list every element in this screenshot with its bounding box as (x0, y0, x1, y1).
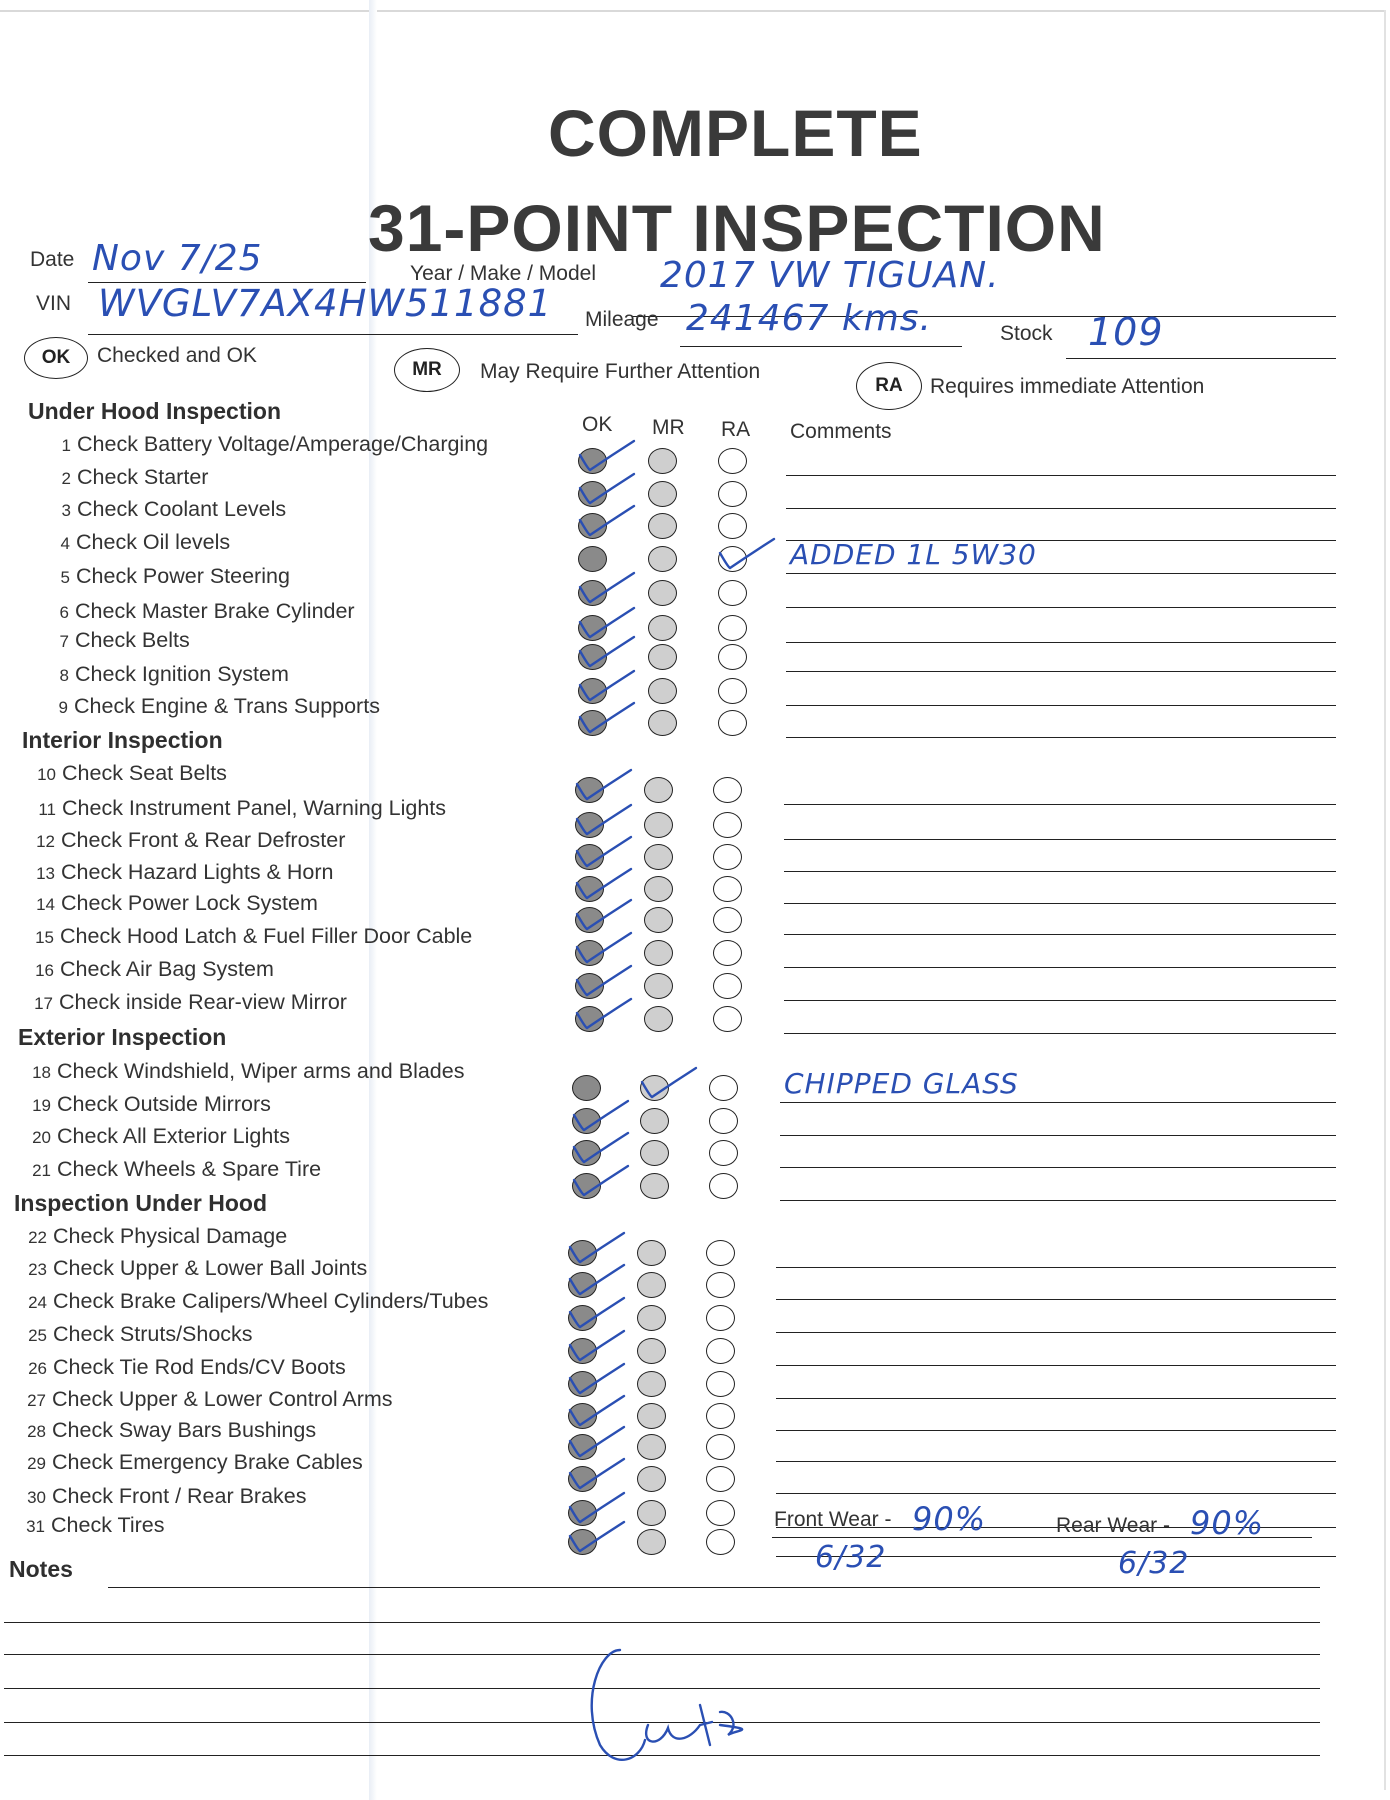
section-title: Exterior Inspection (18, 1024, 227, 1050)
rear-wear-label: Rear Wear - (1056, 1514, 1170, 1537)
status-circle-ok[interactable] (578, 513, 607, 539)
item-number: 13 (36, 864, 55, 883)
status-circle-ra[interactable] (706, 1338, 735, 1364)
comment-line (784, 804, 1336, 805)
status-circle-ra[interactable] (718, 513, 747, 539)
item-label: Check Oil levels (76, 530, 231, 554)
front-wear-value[interactable]: 90% (912, 1500, 987, 1538)
item-label: Check Upper & Lower Control Arms (52, 1387, 393, 1411)
status-circle-ok[interactable] (572, 1075, 601, 1101)
status-circle-mr[interactable] (637, 1338, 666, 1364)
item-label: Check Emergency Brake Cables (52, 1450, 363, 1474)
inspection-item (23, 957, 274, 982)
notes-line (4, 1688, 1320, 1689)
status-circle-mr[interactable] (644, 844, 673, 870)
section-title: Interior Inspection (22, 727, 223, 753)
item-label: Check Front & Rear Defroster (61, 828, 346, 852)
status-circle-ra[interactable] (713, 777, 742, 803)
comment-line (786, 671, 1336, 672)
section-title: Inspection Under Hood (14, 1190, 267, 1216)
item-number: 8 (59, 666, 69, 685)
col-ra-header: RA (721, 418, 751, 441)
item-number: 23 (28, 1260, 47, 1279)
inspection-item (14, 1513, 165, 1538)
item-number: 31 (26, 1517, 45, 1536)
inspection-item (40, 432, 488, 457)
item-number: 9 (58, 698, 68, 717)
status-circle-mr[interactable] (644, 940, 673, 966)
signature (592, 1650, 742, 1760)
comment-line (776, 1267, 1336, 1268)
status-circle-mr[interactable] (648, 710, 677, 736)
status-circle-mr[interactable] (637, 1500, 666, 1526)
comment-line (784, 1000, 1336, 1001)
legend-mr-badge: MR (394, 348, 460, 392)
inspection-item (15, 1450, 363, 1475)
status-circle-mr[interactable] (640, 1108, 669, 1134)
status-circle-ra[interactable] (709, 1108, 738, 1134)
item-number: 16 (35, 961, 54, 980)
front-wear-depth[interactable]: 6/32 (815, 1540, 887, 1575)
status-circle-ra[interactable] (709, 1140, 738, 1166)
inspection-item (37, 694, 380, 719)
comment-line (786, 705, 1336, 706)
item-number: 2 (61, 469, 71, 488)
inspection-item (16, 1355, 346, 1380)
status-circle-mr[interactable] (644, 812, 673, 838)
status-circle-ok[interactable] (572, 1173, 601, 1199)
notes-line (108, 1587, 1320, 1588)
status-circle-mr[interactable] (637, 1272, 666, 1298)
status-circle-ra[interactable] (709, 1173, 738, 1199)
status-circle-ok[interactable] (568, 1338, 597, 1364)
item-label: Check Wheels & Spare Tire (57, 1157, 322, 1181)
legend-ra-text: Requires immediate Attention (930, 375, 1205, 398)
status-circle-ra[interactable] (706, 1403, 735, 1429)
item-label: Check Sway Bars Bushings (52, 1418, 317, 1442)
comment-line (780, 1167, 1336, 1168)
status-circle-ra[interactable] (713, 1006, 742, 1032)
item-label: Check Tires (51, 1513, 165, 1537)
status-circle-mr[interactable] (644, 876, 673, 902)
status-circle-ok[interactable] (568, 1240, 597, 1266)
item-label: Check Hazard Lights & Horn (61, 860, 334, 884)
item-label: Check Struts/Shocks (53, 1322, 253, 1346)
status-circle-ra[interactable] (718, 546, 747, 572)
item-label: Check Tie Rod Ends/CV Boots (53, 1355, 346, 1379)
status-circle-ra[interactable] (706, 1529, 735, 1555)
inspection-item (40, 465, 208, 490)
status-circle-mr[interactable] (648, 546, 677, 572)
status-circle-mr[interactable] (648, 615, 677, 641)
comment-line (780, 1102, 1336, 1103)
inspection-item (20, 1092, 271, 1117)
status-circle-mr[interactable] (637, 1305, 666, 1331)
status-circle-ra[interactable] (718, 710, 747, 736)
comment-line (776, 1365, 1336, 1366)
item-label: Check Instrument Panel, Warning Lights (62, 796, 446, 820)
item-number: 3 (61, 501, 71, 520)
status-circle-ok[interactable] (568, 1371, 597, 1397)
notes-label: Notes (9, 1556, 73, 1582)
comment-line (776, 1332, 1336, 1333)
notes-line (4, 1654, 1320, 1655)
item-label: Check Front / Rear Brakes (52, 1484, 307, 1508)
item-label: Check Air Bag System (60, 957, 274, 981)
item-number: 26 (28, 1359, 47, 1378)
inspection-item (25, 761, 227, 786)
status-circle-ok[interactable] (575, 1006, 604, 1032)
status-circle-ok[interactable] (578, 546, 607, 572)
comment-line (786, 642, 1336, 643)
status-circle-ok[interactable] (568, 1466, 597, 1492)
front-wear-label: Front Wear - (774, 1508, 892, 1531)
inspection-item (16, 1224, 287, 1249)
inspection-item (24, 828, 345, 853)
item-label: Check Upper & Lower Ball Joints (53, 1256, 368, 1280)
item-label: Check All Exterior Lights (57, 1124, 291, 1148)
item-number: 7 (59, 632, 69, 651)
status-circle-ok[interactable] (575, 907, 604, 933)
status-circle-ra[interactable] (713, 812, 742, 838)
item-number: 11 (38, 800, 56, 819)
inspection-item (38, 599, 355, 624)
status-circle-ra[interactable] (718, 580, 747, 606)
vin-line (88, 334, 578, 335)
item-number: 1 (61, 436, 71, 455)
status-circle-mr[interactable] (648, 481, 677, 507)
status-circle-ra[interactable] (718, 448, 747, 474)
item-label: Check Ignition System (75, 662, 289, 686)
status-circle-ra[interactable] (706, 1240, 735, 1266)
inspection-item (20, 1124, 290, 1149)
comment-line (780, 1135, 1336, 1136)
status-circle-mr[interactable] (637, 1466, 666, 1492)
status-circle-mr[interactable] (644, 907, 673, 933)
inspection-item (20, 1157, 321, 1182)
inspection-item (22, 990, 347, 1015)
status-circle-ok[interactable] (568, 1434, 597, 1460)
item-label: Check Hood Latch & Fuel Filler Door Cable (60, 924, 473, 948)
status-circle-ok[interactable] (568, 1272, 597, 1298)
item-label: Check Battery Voltage/Amperage/Charging (77, 432, 489, 456)
item-label: Check Starter (77, 465, 209, 489)
notes-line (4, 1755, 1320, 1756)
item-label: Check Master Brake Cylinder (75, 599, 355, 623)
section-title: Under Hood Inspection (28, 398, 281, 424)
item-number: 27 (27, 1391, 46, 1410)
legend-ra-badge: RA (856, 362, 922, 410)
status-circle-ra[interactable] (709, 1075, 738, 1101)
ymm-label: Year / Make / Model (410, 262, 596, 285)
comment-line (776, 1299, 1336, 1300)
status-circle-ok[interactable] (578, 448, 607, 474)
vin-label: VIN (36, 292, 72, 315)
inspection-item (16, 1322, 253, 1347)
status-circle-ok[interactable] (578, 710, 607, 736)
form-title-line2: 31-POINT INSPECTION (368, 191, 1106, 265)
col-mr-header: MR (652, 416, 685, 439)
comment-line (776, 1493, 1336, 1494)
item-number: 15 (35, 928, 54, 947)
inspection-item (15, 1484, 307, 1509)
date-value[interactable]: Nov 7/25 (92, 238, 263, 279)
item-number: 30 (27, 1488, 46, 1507)
status-circle-ra[interactable] (713, 973, 742, 999)
item-label: Check Belts (75, 628, 190, 652)
status-circle-mr[interactable] (648, 448, 677, 474)
inspection-item (15, 1418, 316, 1443)
date-label: Date (30, 248, 75, 271)
inspection-item (39, 564, 290, 589)
status-circle-ok[interactable] (572, 1140, 601, 1166)
status-circle-mr[interactable] (637, 1371, 666, 1397)
form-title-line1: COMPLETE (548, 96, 923, 170)
item-comment[interactable]: ADDED 1L 5W30 (790, 538, 1037, 571)
status-circle-ra[interactable] (713, 844, 742, 870)
item-number: 5 (60, 568, 70, 587)
rear-wear-depth[interactable]: 6/32 (1118, 1546, 1190, 1581)
item-label: Check Outside Mirrors (57, 1092, 271, 1116)
mileage-line (680, 346, 962, 347)
stock-line (1066, 358, 1336, 359)
inspection-item (39, 530, 230, 555)
item-number: 14 (36, 895, 55, 914)
status-circle-mr[interactable] (640, 1173, 669, 1199)
status-circle-ra[interactable] (718, 481, 747, 507)
status-circle-ok[interactable] (568, 1305, 597, 1331)
inspection-item (16, 1256, 367, 1281)
comment-line (784, 1033, 1336, 1034)
status-circle-ok[interactable] (575, 940, 604, 966)
inspection-item (16, 1289, 488, 1314)
stock-label: Stock (1000, 322, 1053, 345)
status-circle-ok[interactable] (578, 644, 607, 670)
paper-fold (369, 0, 377, 1800)
comment-line (780, 1200, 1336, 1201)
paper-edge-right (1384, 10, 1386, 1790)
comment-line (776, 1430, 1336, 1431)
status-circle-mr[interactable] (648, 513, 677, 539)
status-circle-ok[interactable] (578, 580, 607, 606)
item-number: 4 (60, 534, 70, 553)
status-circle-ok[interactable] (575, 876, 604, 902)
comment-line (786, 573, 1336, 574)
item-number: 17 (34, 994, 53, 1013)
status-circle-ra[interactable] (713, 907, 742, 933)
status-circle-ra[interactable] (706, 1434, 735, 1460)
item-label: Check Power Lock System (61, 891, 318, 915)
inspection-item (38, 662, 289, 687)
status-circle-ra[interactable] (713, 876, 742, 902)
ymm-value[interactable]: 2017 VW TIGUAN. (660, 255, 1000, 296)
comment-line (776, 1461, 1336, 1462)
status-circle-ok[interactable] (575, 777, 604, 803)
comment-line (786, 475, 1336, 476)
comment-line (786, 737, 1336, 738)
status-circle-ok[interactable] (575, 973, 604, 999)
item-number: 21 (32, 1161, 51, 1180)
status-circle-ok[interactable] (575, 844, 604, 870)
stock-value[interactable]: 109 (1088, 310, 1164, 354)
status-circle-ra[interactable] (706, 1371, 735, 1397)
status-circle-ok[interactable] (572, 1108, 601, 1134)
notes-line (4, 1722, 1320, 1723)
item-number: 24 (28, 1293, 47, 1312)
status-circle-mr[interactable] (648, 644, 677, 670)
status-circle-ok[interactable] (578, 615, 607, 641)
item-number: 22 (28, 1228, 47, 1247)
status-circle-mr[interactable] (648, 678, 677, 704)
vin-value[interactable]: WVGLV7AX4HW511881 (98, 282, 553, 325)
status-circle-ra[interactable] (706, 1272, 735, 1298)
item-label: Check Coolant Levels (77, 497, 287, 521)
legend-ok-badge: OK (24, 337, 88, 379)
inspection-item (40, 497, 286, 522)
status-circle-mr[interactable] (644, 777, 673, 803)
item-label: Check Engine & Trans Supports (74, 694, 380, 718)
inspection-item (20, 1059, 464, 1084)
mileage-value[interactable]: 241467 kms. (686, 298, 932, 339)
col-ok-header: OK (582, 413, 613, 436)
status-circle-ra[interactable] (718, 644, 747, 670)
item-number: 20 (32, 1128, 51, 1147)
status-circle-mr[interactable] (637, 1403, 666, 1429)
status-circle-mr[interactable] (637, 1240, 666, 1266)
legend-mr-text: May Require Further Attention (480, 360, 761, 383)
inspection-item (24, 891, 318, 916)
status-circle-mr[interactable] (640, 1075, 669, 1101)
mileage-label: Mileage (585, 308, 659, 331)
paper-edge-top (0, 10, 1385, 12)
status-circle-ra[interactable] (706, 1305, 735, 1331)
item-number: 12 (36, 832, 55, 851)
status-circle-ok[interactable] (575, 812, 604, 838)
status-circle-ok[interactable] (568, 1529, 597, 1555)
item-label: Check Seat Belts (62, 761, 227, 785)
rear-wear-value[interactable]: 90% (1190, 1504, 1265, 1542)
comment-line (784, 839, 1336, 840)
status-circle-mr[interactable] (637, 1529, 666, 1555)
status-circle-ra[interactable] (718, 615, 747, 641)
comment-line (784, 967, 1336, 968)
notes-line (4, 1622, 1320, 1623)
status-circle-ra[interactable] (706, 1466, 735, 1492)
col-comments-header: Comments (790, 420, 892, 443)
status-circle-mr[interactable] (644, 973, 673, 999)
inspection-item (24, 860, 333, 885)
comment-line (786, 607, 1336, 608)
status-circle-mr[interactable] (637, 1434, 666, 1460)
item-label: Check Physical Damage (53, 1224, 288, 1248)
inspection-item (25, 796, 446, 821)
item-number: 10 (37, 765, 56, 784)
comment-line (786, 508, 1336, 509)
item-number: 18 (32, 1063, 51, 1082)
legend-ok-text: Checked and OK (97, 344, 257, 367)
comment-line (784, 934, 1336, 935)
item-number: 25 (28, 1326, 47, 1345)
inspection-item (15, 1387, 393, 1412)
status-circle-ok[interactable] (578, 481, 607, 507)
item-label: Check Windshield, Wiper arms and Blades (57, 1059, 465, 1083)
status-circle-mr[interactable] (648, 580, 677, 606)
item-number: 29 (27, 1454, 46, 1473)
status-circle-mr[interactable] (640, 1140, 669, 1166)
status-circle-ok[interactable] (568, 1500, 597, 1526)
item-label: Check inside Rear-view Mirror (59, 990, 347, 1014)
status-circle-ok[interactable] (568, 1403, 597, 1429)
status-circle-ra[interactable] (718, 678, 747, 704)
inspection-item (38, 628, 190, 653)
item-label: Check Power Steering (76, 564, 290, 588)
item-number: 19 (32, 1096, 51, 1115)
item-label: Check Brake Calipers/Wheel Cylinders/Tubes (53, 1289, 489, 1313)
status-circle-ra[interactable] (706, 1500, 735, 1526)
status-circle-ra[interactable] (713, 940, 742, 966)
item-number: 6 (59, 603, 69, 622)
comment-line (784, 903, 1336, 904)
inspection-item (23, 924, 472, 949)
item-number: 28 (27, 1422, 46, 1441)
comment-line (784, 871, 1336, 872)
comment-line (776, 1398, 1336, 1399)
status-circle-ok[interactable] (578, 678, 607, 704)
item-comment[interactable]: CHIPPED GLASS (784, 1067, 1019, 1100)
status-circle-mr[interactable] (644, 1006, 673, 1032)
